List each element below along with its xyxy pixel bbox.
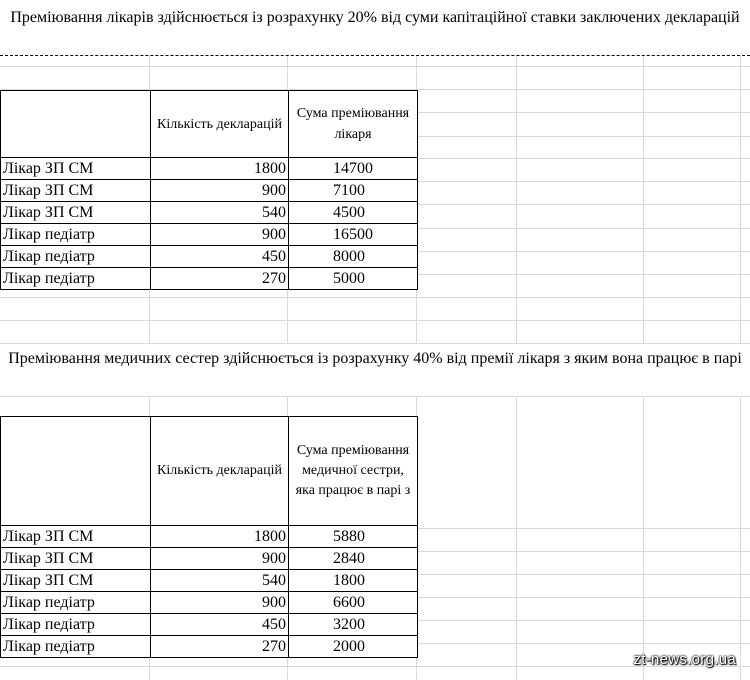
row-name-cell[interactable]: Лікар ЗП СМ	[1, 570, 151, 592]
grid-column-line	[643, 0, 644, 680]
table-header-row	[1, 91, 418, 158]
row-count-cell[interactable]: 1800	[151, 158, 289, 180]
grid-row-line	[0, 297, 750, 298]
row-name-cell[interactable]: Лікар педіатр	[1, 224, 151, 246]
table-row	[1, 614, 418, 636]
row-name-cell[interactable]: Лікар педіатр	[1, 246, 151, 268]
doctors-bonus-table	[0, 90, 418, 290]
header-count-cell[interactable]: Кількість декларацій	[151, 91, 289, 158]
row-count-cell[interactable]: 450	[151, 614, 289, 636]
row-count-cell[interactable]: 900	[151, 548, 289, 570]
row-count-cell[interactable]: 900	[151, 592, 289, 614]
row-count-cell[interactable]: 1800	[151, 526, 289, 548]
grid-column-line	[516, 0, 517, 680]
row-sum-cell[interactable]: 7100	[289, 180, 418, 202]
row-sum-cell[interactable]: 2840	[289, 548, 418, 570]
row-sum-cell[interactable]: 1800	[289, 570, 418, 592]
table-row	[1, 246, 418, 268]
table-row	[1, 180, 418, 202]
header-name-cell[interactable]	[1, 91, 151, 158]
row-sum-cell[interactable]: 2000	[289, 636, 418, 658]
row-sum-cell[interactable]: 5000	[289, 268, 418, 290]
row-sum-cell[interactable]: 14700	[289, 158, 418, 180]
table-header-row	[1, 417, 418, 526]
table-row	[1, 636, 418, 658]
row-sum-cell[interactable]: 3200	[289, 614, 418, 636]
header-sum-cell[interactable]: Сума преміювання лікаря	[289, 91, 418, 158]
row-sum-cell[interactable]: 4500	[289, 202, 418, 224]
table-row	[1, 548, 418, 570]
table-row	[1, 158, 418, 180]
table-row	[1, 202, 418, 224]
row-name-cell[interactable]: Лікар ЗП СМ	[1, 202, 151, 224]
site-watermark: zt-news.org.ua	[633, 651, 736, 668]
row-name-cell[interactable]: Лікар педіатр	[1, 614, 151, 636]
header-name-cell[interactable]	[1, 417, 151, 526]
row-name-cell[interactable]: Лікар педіатр	[1, 268, 151, 290]
row-name-cell[interactable]: Лікар ЗП СМ	[1, 158, 151, 180]
row-count-cell[interactable]: 540	[151, 570, 289, 592]
row-count-cell[interactable]: 450	[151, 246, 289, 268]
grid-row-line	[0, 396, 750, 397]
header-sum-cell[interactable]: Сума преміювання медичної сестри, яка працює в парі з	[289, 417, 418, 526]
table-row	[1, 268, 418, 290]
grid-column-line	[740, 0, 741, 680]
row-name-cell[interactable]: Лікар ЗП СМ	[1, 526, 151, 548]
row-count-cell[interactable]: 270	[151, 636, 289, 658]
row-count-cell[interactable]: 270	[151, 268, 289, 290]
grid-row-line	[0, 320, 750, 321]
table-row	[1, 224, 418, 246]
nurses-bonus-table	[0, 416, 418, 658]
nurses-bonus-title[interactable]: Преміювання медичних сестер здійснюється із розрахунку 40% від премії лікаря з яким вона працює в парі	[0, 344, 750, 396]
row-name-cell[interactable]: Лікар ЗП СМ	[1, 180, 151, 202]
table-row	[1, 526, 418, 548]
row-name-cell[interactable]: Лікар ЗП СМ	[1, 548, 151, 570]
row-sum-cell[interactable]: 16500	[289, 224, 418, 246]
row-sum-cell[interactable]: 8000	[289, 246, 418, 268]
header-count-cell[interactable]: Кількість декларацій	[151, 417, 289, 526]
doctors-bonus-title[interactable]: Преміювання лікарів здійснюється із розрахунку 20% від суми капітаційної ставки заключених декларацій	[0, 0, 750, 56]
grid-row-line	[0, 66, 750, 67]
table-row	[1, 592, 418, 614]
table-row	[1, 570, 418, 592]
row-count-cell[interactable]: 900	[151, 180, 289, 202]
row-sum-cell[interactable]: 5880	[289, 526, 418, 548]
row-name-cell[interactable]: Лікар педіатр	[1, 592, 151, 614]
row-count-cell[interactable]: 540	[151, 202, 289, 224]
row-name-cell[interactable]: Лікар педіатр	[1, 636, 151, 658]
row-count-cell[interactable]: 900	[151, 224, 289, 246]
row-sum-cell[interactable]: 6600	[289, 592, 418, 614]
